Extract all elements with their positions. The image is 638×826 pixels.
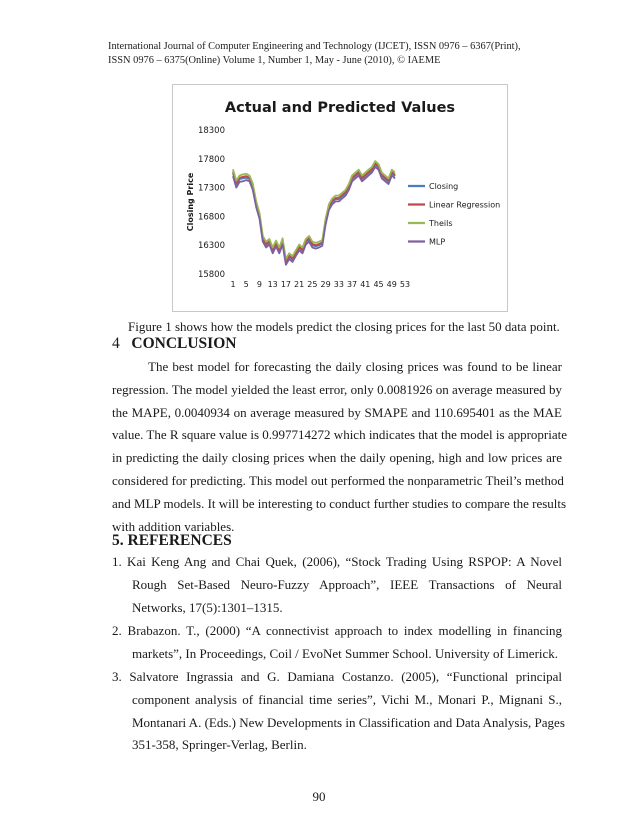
header-line-2: ISSN 0976 – 6375(Online) Volume 1, Number 1, May - June (2010), © IAEME (108, 54, 441, 66)
x-tick-label: 13 (267, 280, 278, 289)
reference-line: Montanari A. (Eds.) New Developments in Classification and Data Analysis, Pages (132, 714, 565, 730)
y-tick-label: 17800 (197, 154, 225, 165)
x-tick-label: 21 (294, 280, 305, 289)
legend-label: MLP (429, 237, 446, 247)
conclusion-line: in predicting the daily closing prices when the daily opening, high and low prices are (112, 450, 562, 466)
x-tick-label: 33 (333, 280, 344, 289)
conclusion-line: considered for predicting. This model out performed the nonparametric Theil’s method (112, 472, 564, 488)
y-tick-label: 16800 (197, 212, 225, 223)
x-tick-label: 9 (256, 280, 263, 289)
reference-line: component analysis of financial time series”, Vichi M., Monari P., Mignani S., (132, 691, 562, 707)
conclusion-paragraph (112, 356, 568, 538)
x-tick-label: 37 (346, 280, 358, 289)
y-tick-label: 17300 (197, 183, 225, 194)
conclusion-line: regression. The model yielded the least error, only 0.0081926 on average measured by (112, 381, 562, 397)
figure-1-chart (172, 84, 508, 312)
reference-line: markets”, In Proceedings, Coil / EvoNet Summer School. University of Limerick. (132, 645, 559, 661)
conclusion-title: CONCLUSION (131, 335, 237, 352)
conclusion-number: 4 (112, 335, 120, 352)
x-tick-label: 17 (280, 280, 292, 289)
legend-label: Theils (429, 219, 453, 228)
reference-line: 3. Salvatore Ingrassia and G. Damiana Costanzo. (2005), “Functional principal (112, 669, 562, 684)
chart-canvas (173, 85, 507, 311)
legend-label: Linear Regression (429, 200, 501, 210)
x-tick-label: 29 (320, 280, 331, 289)
x-tick-label: 41 (360, 280, 371, 289)
legend-label: Closing (429, 182, 459, 191)
y-tick-label: 16300 (197, 241, 225, 252)
reference-item (112, 551, 562, 619)
x-tick-label: 1 (230, 280, 236, 289)
reference-line: Networks, 17(5):1301–1315. (132, 599, 283, 615)
conclusion-heading (112, 335, 236, 353)
reference-item (112, 620, 562, 666)
journal-header (108, 40, 568, 67)
x-tick-label: 49 (386, 280, 397, 289)
x-tick-label: 45 (373, 280, 384, 289)
reference-line: 351-358, Springer-Verlag, Berlin. (132, 737, 307, 753)
y-tick-label: 15800 (197, 270, 225, 280)
x-tick-label: 53 (399, 280, 411, 289)
y-axis-label: Closing Price (186, 172, 195, 232)
conclusion-line: and MLP models. It will be interesting to conduct further studies to compare the results (112, 495, 567, 511)
conclusion-line: the MAPE, 0.0040934 on average measured by SMAPE and 110.695401 as the MAE (112, 404, 562, 420)
header-line-1: International Journal of Computer Engineering and Technology (IJCET), ISSN 0976 – 6367(Print), (108, 41, 521, 52)
y-tick-label: 18300 (197, 126, 225, 136)
reference-line: 2. Brabazon. T., (2000) “A connectivist approach to index modelling in financing (112, 623, 562, 638)
conclusion-line: value. The R square value is 0.997714272 which indicates that the model is appropriate (112, 427, 568, 443)
figure-caption: Figure 1 shows how the models predict the closing prices for the last 50 data point. (128, 319, 560, 334)
x-tick-label: 25 (307, 280, 318, 289)
x-tick-label: 5 (243, 280, 249, 289)
conclusion-line: with addition variables. (112, 518, 235, 534)
reference-line: 1. Kai Keng Ang and Chai Quek, (2006), “Stock Trading Using RSPOP: A Novel (112, 554, 562, 569)
reference-item (112, 666, 565, 757)
chart-title: Actual and Predicted Values (224, 100, 456, 116)
series-line-mlp (233, 167, 395, 265)
references-heading: 5. REFERENCES (112, 532, 232, 549)
conclusion-line: The best model for forecasting the daily closing prices was found to be linear (148, 359, 562, 374)
page-number: 90 (312, 789, 326, 804)
reference-line: Rough Set-Based Neuro-Fuzzy Approach”, IEEE Transactions of Neural (132, 576, 562, 592)
